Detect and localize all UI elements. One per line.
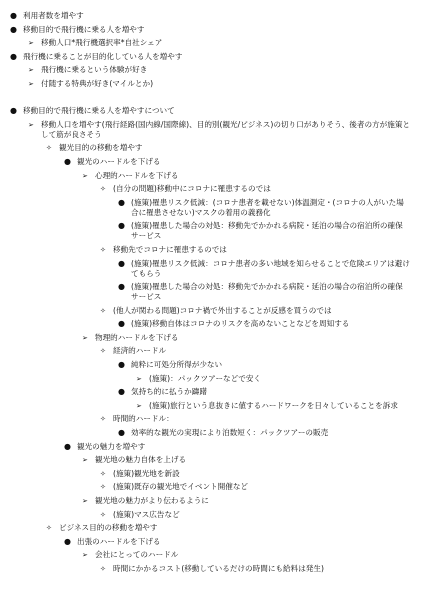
bullet-disc-icon: ● [118, 221, 125, 231]
outline-item-text: (施策)マス広告など [113, 509, 180, 519]
outline-item [10, 106, 410, 116]
bullet-disc-icon: ● [64, 536, 71, 546]
bullet-disc-icon: ● [118, 387, 125, 397]
bullet-disc-icon: ● [118, 360, 125, 370]
bullet-arrow-icon: ➢ [82, 333, 88, 342]
outline-item [10, 198, 410, 218]
outline-item-text: (施策)移動自体はコロナのリスクを高めないことなどを周知する [131, 319, 350, 329]
outline-item-text: 出張のハードルを下げる [77, 536, 161, 546]
outline-item [10, 171, 410, 181]
outline-item-text: 観光目的の移動を増やす [59, 143, 143, 153]
bullet-diamond-icon: ✧ [100, 306, 106, 315]
bullet-diamond-icon: ✧ [100, 510, 106, 519]
outline-item-text: 経済的ハードル [113, 346, 167, 356]
outline-item-text: (施策)罹患した場合の対処：移動先でかかれる病院・延泊の場合の宿泊所の確保サービス [131, 282, 403, 302]
outline-item-text: (施策)罹患リスク低減：(コロナ患者を載せない)体温測定・(コロナの人がいた場合に罹患させない)マスクの着用の義務化 [131, 197, 404, 217]
bullet-diamond-icon: ✧ [100, 564, 106, 573]
outline-item [10, 387, 410, 397]
outline-item-text: 飛行機に乗ることが目的化している人を増やす [23, 51, 183, 61]
outline-item [10, 38, 410, 48]
outline-item [10, 469, 410, 479]
outline-item [10, 143, 410, 153]
outline-item [10, 564, 410, 574]
bullet-diamond-icon: ✧ [100, 347, 106, 356]
bullet-disc-icon: ● [118, 428, 125, 438]
bullet-diamond-icon: ✧ [100, 469, 106, 478]
bullet-arrow-icon: ➢ [28, 66, 34, 75]
outline-item [10, 374, 410, 384]
outline-item-text: 移動人口を増やす(飛行経路(国内線/国際線)、目的別(観光/ビジネス)の切り口がありそう、後者の方が施策として筋が良さそう [41, 119, 411, 139]
outline-item-text: ビジネス目的の移動を増やす [59, 523, 158, 533]
bullet-diamond-icon: ✧ [46, 144, 52, 153]
outline-item [10, 442, 410, 452]
outline-item-text: (自分の問題)移動中にコロナに罹患するのでは [113, 184, 271, 194]
outline-item-text: (施策)旅行という息抜きに値するハードワークを日々していることを訴求 [149, 400, 398, 410]
bullet-diamond-icon: ✧ [46, 524, 52, 533]
bullet-arrow-icon: ➢ [82, 551, 88, 560]
bullet-disc-icon: ● [10, 51, 17, 61]
outline-item-text: (施策)：パックツアーなどで安く [149, 373, 262, 383]
bullet-arrow-icon: ➢ [82, 497, 88, 505]
outline-item [10, 259, 410, 279]
outline-item [10, 25, 410, 35]
outline-item-text: 物理的ハードルを下げる [95, 332, 179, 342]
bullet-diamond-icon: ✧ [100, 185, 106, 194]
outline-item [10, 319, 410, 329]
bullet-arrow-icon: ➢ [28, 120, 34, 129]
outline-item-text: 観光地の魅力自体を上げる [95, 455, 187, 465]
outline-item-text: 移動人口*飛行機選択率*自社シェア [41, 38, 163, 48]
bullet-disc-icon: ● [118, 282, 125, 292]
outline-item [10, 346, 410, 356]
outline-item [10, 79, 410, 89]
bullet-arrow-icon: ➢ [28, 79, 34, 88]
outline-item [10, 333, 410, 343]
bullet-arrow-icon: ➢ [82, 171, 88, 180]
bullet-disc-icon: ● [10, 106, 17, 116]
bullet-arrow-icon: ➢ [136, 374, 142, 383]
bullet-diamond-icon: ✧ [100, 483, 106, 492]
outline-item-text: 心理的ハードルを下げる [95, 170, 179, 180]
outline-item [10, 52, 410, 62]
bullet-arrow-icon: ➢ [136, 401, 142, 410]
outline-item [10, 120, 410, 140]
outline-item-text: 観光の魅力を増やす [77, 441, 146, 451]
outline-item [10, 245, 410, 255]
outline-item-text: 移動目的で飛行機に乗る人を増やすについて [23, 106, 175, 116]
outline-item [10, 482, 410, 492]
outline-item [10, 184, 410, 194]
outline-item [10, 537, 410, 547]
outline-item [10, 496, 410, 506]
bullet-disc-icon: ● [64, 441, 71, 451]
blank-line [10, 93, 410, 103]
outline-item [10, 157, 410, 167]
outline-item-text: 効率的な観光の実現により泊数短く：パックツアーの販売 [131, 428, 329, 438]
outline-item-text: (施策)観光地を新設 [113, 468, 180, 478]
bullet-arrow-icon: ➢ [82, 456, 88, 465]
bullet-diamond-icon: ✧ [100, 245, 106, 254]
bullet-disc-icon: ● [118, 197, 125, 207]
outline-item [10, 510, 410, 520]
outline-item-text: 移動目的で飛行機に乗る人を増やす [23, 24, 145, 34]
outline-item-text: 飛行機に乗るという体験が好き [41, 65, 148, 75]
outline-item-text: 時間にかかるコスト(移動しているだけの時間にも給料は発生) [113, 563, 324, 573]
outline-item-text: 利用者数を増やす [23, 11, 84, 20]
outline-item [10, 550, 410, 560]
outline-item [10, 282, 410, 302]
outline-item [10, 401, 410, 411]
bullet-disc-icon: ● [118, 258, 125, 268]
bullet-disc-icon: ● [64, 156, 71, 166]
bullet-disc-icon: ● [10, 24, 17, 34]
outline-item-text: 会社にとってのハードル [95, 550, 179, 560]
bullet-arrow-icon: ➢ [28, 39, 34, 48]
outline-item-text: 純粋に可処分所得が少ない [131, 360, 223, 370]
outline-item [10, 11, 410, 21]
outline-item-text: 時間的ハードル： [113, 414, 174, 424]
outline-item [10, 455, 410, 465]
bullet-disc-icon: ● [118, 319, 125, 329]
outline-item [10, 65, 410, 75]
outline-item-text: (他人が関わる問題)コロナ禍で外出することが反感を買うのでは [113, 305, 332, 315]
outline-item [10, 360, 410, 370]
bullet-diamond-icon: ✧ [100, 415, 106, 424]
outline-item [10, 523, 410, 533]
outline-item-text: 移動先でコロナに罹患するのでは [113, 244, 227, 254]
bullet-disc-icon: ● [10, 11, 17, 20]
outline-item-text: (施策)既存の観光地でイベント開催など [113, 482, 249, 492]
outline-item-text: 観光地の魅力がより伝わるように [95, 496, 209, 505]
outline-item-text: 気持ち的に払うか躊躇 [131, 387, 207, 397]
outline-item-text: (施策)罹患リスク低減：コロナ患者の多い地域を知らせることで危険エリアは避けてもらう [131, 258, 410, 278]
outline-item [10, 221, 410, 241]
outline-item [10, 414, 410, 424]
outline-item-text: 付随する特典が好き(マイルとか) [41, 78, 154, 88]
outline-item [10, 428, 410, 438]
outline-item-text: 観光のハードルを下げる [77, 156, 161, 166]
outline-item-text: (施策)罹患した場合の対処：移動先でかかれる病院・延泊の場合の宿泊所の確保サービス [131, 221, 403, 241]
outline-item [10, 306, 410, 316]
